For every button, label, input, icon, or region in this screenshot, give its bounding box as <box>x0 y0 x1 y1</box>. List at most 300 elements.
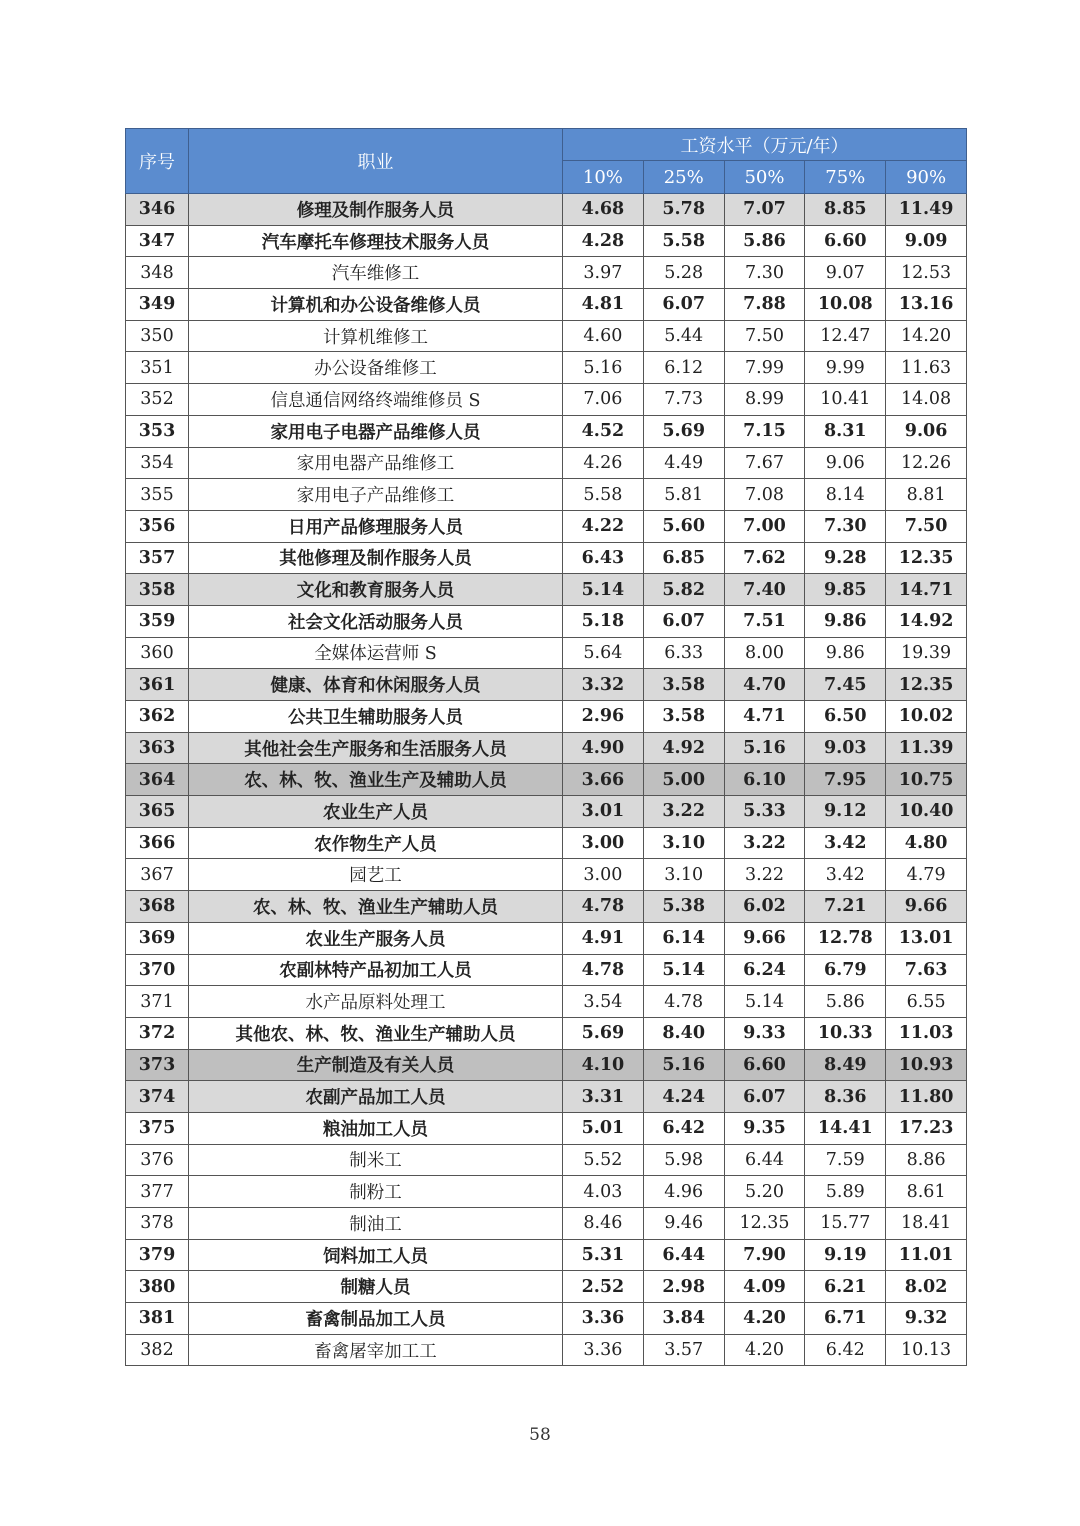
row-id: 355 <box>126 479 189 511</box>
row-id: 356 <box>126 510 189 542</box>
row-salary-p90: 9.06 <box>886 415 967 447</box>
table-row <box>126 1017 967 1049</box>
row-salary-p90: 8.86 <box>886 1144 967 1176</box>
row-salary-p50: 7.15 <box>724 415 805 447</box>
row-occupation: 生产制造及有关人员 <box>189 1049 563 1081</box>
row-salary-p75: 6.50 <box>805 701 886 733</box>
row-salary-p10: 4.60 <box>563 320 644 352</box>
row-salary-p25: 7.73 <box>643 384 724 416</box>
row-id: 376 <box>126 1144 189 1176</box>
table-row <box>126 954 967 986</box>
row-occupation: 农作物生产人员 <box>189 827 563 859</box>
row-salary-p25: 6.07 <box>643 605 724 637</box>
row-salary-p25: 8.40 <box>643 1017 724 1049</box>
row-id: 377 <box>126 1176 189 1208</box>
row-salary-p90: 8.02 <box>886 1271 967 1303</box>
row-salary-p10: 5.69 <box>563 1017 644 1049</box>
table-row <box>126 1112 967 1144</box>
row-salary-p10: 3.01 <box>563 796 644 828</box>
row-occupation: 制米工 <box>189 1144 563 1176</box>
row-occupation: 全媒体运营师 S <box>189 637 563 669</box>
row-salary-p75: 7.59 <box>805 1144 886 1176</box>
row-salary-p90: 14.71 <box>886 574 967 606</box>
row-salary-p50: 7.40 <box>724 574 805 606</box>
row-id: 381 <box>126 1303 189 1335</box>
row-salary-p75: 10.41 <box>805 384 886 416</box>
row-salary-p25: 2.98 <box>643 1271 724 1303</box>
row-id: 380 <box>126 1271 189 1303</box>
row-salary-p90: 12.53 <box>886 257 967 289</box>
table-row <box>126 542 967 574</box>
row-salary-p50: 7.88 <box>724 289 805 321</box>
row-salary-p50: 8.99 <box>724 384 805 416</box>
row-salary-p90: 10.40 <box>886 796 967 828</box>
row-salary-p90: 10.93 <box>886 1049 967 1081</box>
row-salary-p75: 8.49 <box>805 1049 886 1081</box>
row-id: 375 <box>126 1112 189 1144</box>
row-id: 360 <box>126 637 189 669</box>
row-salary-p75: 9.12 <box>805 796 886 828</box>
header-seq: 序号 <box>126 129 189 194</box>
row-salary-p75: 10.33 <box>805 1017 886 1049</box>
row-id: 357 <box>126 542 189 574</box>
row-salary-p25: 3.10 <box>643 827 724 859</box>
row-occupation: 农副林特产品初加工人员 <box>189 954 563 986</box>
row-salary-p25: 3.10 <box>643 859 724 891</box>
row-occupation: 制粉工 <box>189 1176 563 1208</box>
row-id: 348 <box>126 257 189 289</box>
row-salary-p10: 4.81 <box>563 289 644 321</box>
row-salary-p25: 6.14 <box>643 922 724 954</box>
row-id: 364 <box>126 764 189 796</box>
row-occupation: 制糖人员 <box>189 1271 563 1303</box>
row-salary-p50: 6.44 <box>724 1144 805 1176</box>
row-occupation: 家用电子电器产品维修人员 <box>189 415 563 447</box>
row-salary-p50: 7.51 <box>724 605 805 637</box>
row-salary-p75: 9.99 <box>805 352 886 384</box>
table-row <box>126 384 967 416</box>
table-row <box>126 796 967 828</box>
row-salary-p90: 12.35 <box>886 542 967 574</box>
row-id: 374 <box>126 1081 189 1113</box>
row-salary-p10: 5.58 <box>563 479 644 511</box>
row-salary-p10: 4.91 <box>563 922 644 954</box>
row-salary-p10: 4.10 <box>563 1049 644 1081</box>
table-row <box>126 1081 967 1113</box>
row-occupation: 饲料加工人员 <box>189 1239 563 1271</box>
row-salary-p90: 11.03 <box>886 1017 967 1049</box>
row-salary-p25: 6.33 <box>643 637 724 669</box>
row-salary-p10: 3.54 <box>563 986 644 1018</box>
row-id: 350 <box>126 320 189 352</box>
row-occupation: 家用电子产品维修工 <box>189 479 563 511</box>
row-occupation: 其他农、林、牧、渔业生产辅助人员 <box>189 1017 563 1049</box>
row-salary-p10: 4.28 <box>563 225 644 257</box>
row-occupation: 计算机和办公设备维修人员 <box>189 289 563 321</box>
row-salary-p90: 12.35 <box>886 669 967 701</box>
table-row <box>126 1303 967 1335</box>
row-occupation: 畜禽屠宰加工工 <box>189 1334 563 1366</box>
row-id: 372 <box>126 1017 189 1049</box>
row-occupation: 其他修理及制作服务人员 <box>189 542 563 574</box>
table-row <box>126 1271 967 1303</box>
row-salary-p25: 4.96 <box>643 1176 724 1208</box>
table-row <box>126 225 967 257</box>
header-p10: 10% <box>563 161 644 194</box>
salary-table-container <box>125 128 966 1366</box>
row-salary-p50: 9.66 <box>724 922 805 954</box>
row-salary-p25: 5.98 <box>643 1144 724 1176</box>
row-salary-p75: 6.79 <box>805 954 886 986</box>
table-row <box>126 1049 967 1081</box>
row-occupation: 其他社会生产服务和生活服务人员 <box>189 732 563 764</box>
row-occupation: 汽车维修工 <box>189 257 563 289</box>
row-salary-p25: 3.84 <box>643 1303 724 1335</box>
table-row <box>126 194 967 226</box>
header-p90: 90% <box>886 161 967 194</box>
row-salary-p50: 9.35 <box>724 1112 805 1144</box>
table-row <box>126 827 967 859</box>
table-row <box>126 257 967 289</box>
row-salary-p90: 18.41 <box>886 1208 967 1240</box>
row-salary-p10: 5.16 <box>563 352 644 384</box>
row-salary-p90: 9.09 <box>886 225 967 257</box>
table-row <box>126 764 967 796</box>
row-salary-p50: 5.16 <box>724 732 805 764</box>
row-salary-p50: 8.00 <box>724 637 805 669</box>
row-salary-p10: 4.26 <box>563 447 644 479</box>
row-id: 378 <box>126 1208 189 1240</box>
row-id: 353 <box>126 415 189 447</box>
row-id: 358 <box>126 574 189 606</box>
row-salary-p75: 3.42 <box>805 859 886 891</box>
row-salary-p10: 3.31 <box>563 1081 644 1113</box>
row-salary-p90: 11.63 <box>886 352 967 384</box>
row-salary-p90: 13.16 <box>886 289 967 321</box>
row-occupation: 健康、体育和休闲服务人员 <box>189 669 563 701</box>
row-salary-p90: 8.61 <box>886 1176 967 1208</box>
header-p25: 25% <box>643 161 724 194</box>
row-id: 362 <box>126 701 189 733</box>
row-occupation: 办公设备维修工 <box>189 352 563 384</box>
row-salary-p10: 8.46 <box>563 1208 644 1240</box>
row-salary-p25: 4.92 <box>643 732 724 764</box>
row-salary-p75: 9.86 <box>805 637 886 669</box>
table-row <box>126 701 967 733</box>
row-salary-p25: 5.60 <box>643 510 724 542</box>
row-salary-p90: 12.26 <box>886 447 967 479</box>
row-occupation: 水产品原料处理工 <box>189 986 563 1018</box>
row-salary-p25: 5.82 <box>643 574 724 606</box>
row-salary-p75: 8.31 <box>805 415 886 447</box>
row-salary-p75: 7.95 <box>805 764 886 796</box>
table-row <box>126 1144 967 1176</box>
row-salary-p10: 3.97 <box>563 257 644 289</box>
row-salary-p90: 4.80 <box>886 827 967 859</box>
row-salary-p10: 4.22 <box>563 510 644 542</box>
row-salary-p10: 5.18 <box>563 605 644 637</box>
row-salary-p90: 11.49 <box>886 194 967 226</box>
row-salary-p50: 7.50 <box>724 320 805 352</box>
row-salary-p90: 11.39 <box>886 732 967 764</box>
row-id: 354 <box>126 447 189 479</box>
row-salary-p50: 4.20 <box>724 1303 805 1335</box>
row-occupation: 文化和教育服务人员 <box>189 574 563 606</box>
row-salary-p25: 3.58 <box>643 701 724 733</box>
row-salary-p50: 7.90 <box>724 1239 805 1271</box>
row-salary-p10: 4.52 <box>563 415 644 447</box>
table-row <box>126 859 967 891</box>
row-id: 349 <box>126 289 189 321</box>
row-salary-p75: 7.30 <box>805 510 886 542</box>
row-id: 351 <box>126 352 189 384</box>
row-salary-p50: 6.02 <box>724 891 805 923</box>
row-occupation: 家用电器产品维修工 <box>189 447 563 479</box>
row-salary-p50: 6.10 <box>724 764 805 796</box>
table-row <box>126 1176 967 1208</box>
row-salary-p75: 9.07 <box>805 257 886 289</box>
row-salary-p25: 3.57 <box>643 1334 724 1366</box>
row-id: 346 <box>126 194 189 226</box>
row-salary-p10: 3.00 <box>563 859 644 891</box>
row-occupation: 公共卫生辅助服务人员 <box>189 701 563 733</box>
row-salary-p90: 10.13 <box>886 1334 967 1366</box>
row-salary-p90: 11.80 <box>886 1081 967 1113</box>
row-occupation: 农、林、牧、渔业生产辅助人员 <box>189 891 563 923</box>
row-salary-p25: 6.44 <box>643 1239 724 1271</box>
table-row <box>126 986 967 1018</box>
table-row <box>126 922 967 954</box>
row-salary-p25: 5.14 <box>643 954 724 986</box>
row-salary-p25: 6.07 <box>643 289 724 321</box>
header-salary-group: 工资水平（万元/年） <box>563 129 967 161</box>
table-row <box>126 1208 967 1240</box>
row-salary-p50: 3.22 <box>724 827 805 859</box>
row-salary-p50: 5.14 <box>724 986 805 1018</box>
row-occupation: 计算机维修工 <box>189 320 563 352</box>
row-salary-p25: 5.78 <box>643 194 724 226</box>
row-salary-p25: 9.46 <box>643 1208 724 1240</box>
row-occupation: 农、林、牧、渔业生产及辅助人员 <box>189 764 563 796</box>
row-salary-p25: 5.28 <box>643 257 724 289</box>
row-salary-p90: 4.79 <box>886 859 967 891</box>
row-id: 363 <box>126 732 189 764</box>
row-salary-p50: 7.08 <box>724 479 805 511</box>
table-body <box>126 194 967 1366</box>
row-salary-p90: 9.66 <box>886 891 967 923</box>
row-salary-p75: 9.28 <box>805 542 886 574</box>
row-salary-p75: 12.47 <box>805 320 886 352</box>
table-row <box>126 479 967 511</box>
table-row <box>126 732 967 764</box>
table-row <box>126 352 967 384</box>
row-occupation: 粮油加工人员 <box>189 1112 563 1144</box>
row-occupation: 农副产品加工人员 <box>189 1081 563 1113</box>
row-salary-p50: 5.33 <box>724 796 805 828</box>
row-id: 367 <box>126 859 189 891</box>
row-id: 365 <box>126 796 189 828</box>
row-salary-p50: 6.24 <box>724 954 805 986</box>
row-salary-p10: 4.68 <box>563 194 644 226</box>
row-salary-p10: 4.78 <box>563 954 644 986</box>
row-salary-p75: 6.42 <box>805 1334 886 1366</box>
row-salary-p25: 4.78 <box>643 986 724 1018</box>
row-occupation: 修理及制作服务人员 <box>189 194 563 226</box>
row-salary-p10: 5.14 <box>563 574 644 606</box>
row-salary-p75: 6.21 <box>805 1271 886 1303</box>
row-salary-p75: 9.06 <box>805 447 886 479</box>
row-salary-p75: 9.86 <box>805 605 886 637</box>
row-salary-p50: 6.60 <box>724 1049 805 1081</box>
row-salary-p90: 13.01 <box>886 922 967 954</box>
table-header <box>126 129 967 194</box>
row-salary-p25: 5.81 <box>643 479 724 511</box>
row-id: 366 <box>126 827 189 859</box>
row-salary-p75: 9.85 <box>805 574 886 606</box>
row-salary-p90: 9.32 <box>886 1303 967 1335</box>
row-salary-p75: 3.42 <box>805 827 886 859</box>
row-salary-p25: 5.38 <box>643 891 724 923</box>
row-salary-p10: 3.36 <box>563 1334 644 1366</box>
row-salary-p25: 6.85 <box>643 542 724 574</box>
row-salary-p75: 5.86 <box>805 986 886 1018</box>
row-id: 371 <box>126 986 189 1018</box>
row-salary-p25: 5.69 <box>643 415 724 447</box>
row-id: 352 <box>126 384 189 416</box>
row-salary-p50: 7.00 <box>724 510 805 542</box>
row-salary-p50: 5.20 <box>724 1176 805 1208</box>
salary-table <box>125 128 967 1366</box>
row-salary-p25: 6.42 <box>643 1112 724 1144</box>
row-salary-p75: 7.45 <box>805 669 886 701</box>
row-occupation: 农业生产人员 <box>189 796 563 828</box>
row-salary-p75: 9.19 <box>805 1239 886 1271</box>
row-salary-p25: 5.00 <box>643 764 724 796</box>
row-salary-p50: 7.67 <box>724 447 805 479</box>
row-id: 368 <box>126 891 189 923</box>
row-salary-p25: 3.58 <box>643 669 724 701</box>
row-salary-p90: 14.08 <box>886 384 967 416</box>
row-salary-p90: 11.01 <box>886 1239 967 1271</box>
row-salary-p50: 6.07 <box>724 1081 805 1113</box>
row-salary-p10: 6.43 <box>563 542 644 574</box>
row-salary-p10: 5.64 <box>563 637 644 669</box>
table-row <box>126 510 967 542</box>
row-salary-p75: 10.08 <box>805 289 886 321</box>
row-salary-p50: 7.99 <box>724 352 805 384</box>
table-row <box>126 320 967 352</box>
row-salary-p90: 7.50 <box>886 510 967 542</box>
row-salary-p10: 4.90 <box>563 732 644 764</box>
row-occupation: 园艺工 <box>189 859 563 891</box>
table-row <box>126 1334 967 1366</box>
row-salary-p50: 3.22 <box>724 859 805 891</box>
header-p75: 75% <box>805 161 886 194</box>
row-id: 359 <box>126 605 189 637</box>
row-occupation: 汽车摩托车修理技术服务人员 <box>189 225 563 257</box>
row-salary-p75: 6.60 <box>805 225 886 257</box>
row-salary-p10: 3.66 <box>563 764 644 796</box>
row-salary-p25: 5.44 <box>643 320 724 352</box>
row-salary-p90: 19.39 <box>886 637 967 669</box>
table-row <box>126 574 967 606</box>
row-salary-p10: 3.36 <box>563 1303 644 1335</box>
header-p50: 50% <box>724 161 805 194</box>
row-occupation: 日用产品修理服务人员 <box>189 510 563 542</box>
row-salary-p25: 6.12 <box>643 352 724 384</box>
row-salary-p10: 5.31 <box>563 1239 644 1271</box>
row-occupation: 制油工 <box>189 1208 563 1240</box>
row-salary-p50: 12.35 <box>724 1208 805 1240</box>
row-salary-p75: 14.41 <box>805 1112 886 1144</box>
row-salary-p75: 12.78 <box>805 922 886 954</box>
row-salary-p75: 8.36 <box>805 1081 886 1113</box>
row-id: 370 <box>126 954 189 986</box>
row-salary-p10: 7.06 <box>563 384 644 416</box>
row-salary-p50: 4.70 <box>724 669 805 701</box>
table-row <box>126 637 967 669</box>
row-salary-p75: 5.89 <box>805 1176 886 1208</box>
row-salary-p50: 9.33 <box>724 1017 805 1049</box>
row-occupation: 畜禽制品加工人员 <box>189 1303 563 1335</box>
row-salary-p90: 10.02 <box>886 701 967 733</box>
row-salary-p75: 9.03 <box>805 732 886 764</box>
row-salary-p25: 4.49 <box>643 447 724 479</box>
row-salary-p90: 10.75 <box>886 764 967 796</box>
table-row <box>126 1239 967 1271</box>
row-salary-p50: 5.86 <box>724 225 805 257</box>
row-occupation: 信息通信网络终端维修员 S <box>189 384 563 416</box>
row-salary-p10: 5.01 <box>563 1112 644 1144</box>
row-salary-p90: 7.63 <box>886 954 967 986</box>
row-id: 379 <box>126 1239 189 1271</box>
row-salary-p25: 4.24 <box>643 1081 724 1113</box>
row-salary-p10: 5.52 <box>563 1144 644 1176</box>
row-occupation: 社会文化活动服务人员 <box>189 605 563 637</box>
row-salary-p50: 7.62 <box>724 542 805 574</box>
header-job: 职业 <box>189 129 563 194</box>
row-salary-p90: 8.81 <box>886 479 967 511</box>
row-salary-p10: 3.00 <box>563 827 644 859</box>
row-salary-p10: 3.32 <box>563 669 644 701</box>
row-salary-p10: 4.03 <box>563 1176 644 1208</box>
row-salary-p10: 2.52 <box>563 1271 644 1303</box>
table-row <box>126 891 967 923</box>
row-salary-p50: 4.71 <box>724 701 805 733</box>
row-id: 382 <box>126 1334 189 1366</box>
row-salary-p90: 14.20 <box>886 320 967 352</box>
row-salary-p75: 15.77 <box>805 1208 886 1240</box>
table-row <box>126 605 967 637</box>
table-row <box>126 289 967 321</box>
row-salary-p50: 4.20 <box>724 1334 805 1366</box>
row-id: 373 <box>126 1049 189 1081</box>
row-occupation: 农业生产服务人员 <box>189 922 563 954</box>
table-row <box>126 447 967 479</box>
row-id: 347 <box>126 225 189 257</box>
row-salary-p50: 4.09 <box>724 1271 805 1303</box>
row-salary-p10: 2.96 <box>563 701 644 733</box>
table-row <box>126 669 967 701</box>
row-id: 361 <box>126 669 189 701</box>
row-salary-p50: 7.30 <box>724 257 805 289</box>
row-salary-p10: 4.78 <box>563 891 644 923</box>
table-row <box>126 415 967 447</box>
page-number: 58 <box>529 1425 551 1445</box>
row-salary-p75: 6.71 <box>805 1303 886 1335</box>
row-salary-p25: 3.22 <box>643 796 724 828</box>
row-salary-p25: 5.58 <box>643 225 724 257</box>
